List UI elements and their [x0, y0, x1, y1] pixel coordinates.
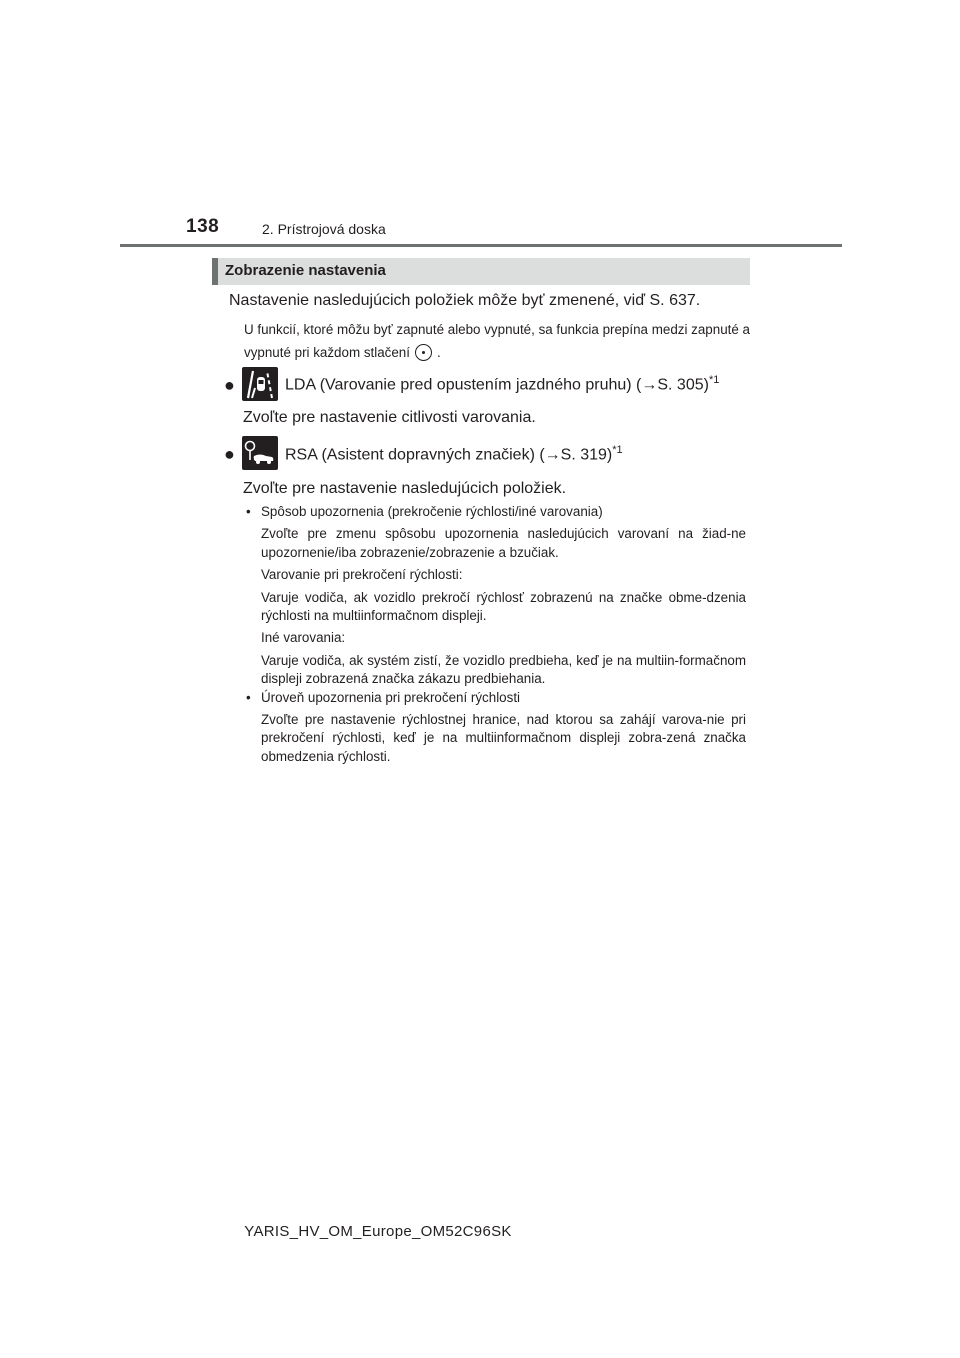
rsa-label: RSA (Asistent dopravných značiek) (: [285, 446, 545, 464]
rsa-description: Zvoľte pre nastavenie nasledujúcich položiek.: [243, 480, 567, 497]
lda-lane-icon: [242, 367, 278, 401]
footnote-mark: *1: [708, 374, 720, 386]
ok-button-icon: [415, 344, 432, 361]
list-item-title: Úroveň upozornenia pri prekročení rýchlosti: [261, 689, 521, 705]
list-item: [246, 689, 746, 767]
lda-description: Zvoľte pre nastavenie citlivosti varovania.: [243, 409, 536, 426]
ref-arrow: →: [544, 446, 561, 464]
section-header-bar: [212, 258, 218, 285]
list-paragraph: Varuje vodiča, ak vozidlo prekročí rýchlosť zobrazenú na značke obme-dzenia rýchlosti na multiinformačnom displeji.: [261, 589, 746, 624]
rsa-item-label: [285, 444, 623, 464]
item-bullet: ●: [224, 375, 235, 395]
section-header: [212, 258, 750, 285]
list-paragraph: Iné varovania:: [261, 630, 346, 646]
ref-arrow: →: [641, 376, 658, 394]
intro-note-end: .: [436, 345, 441, 360]
footnote-mark: *1: [612, 444, 623, 456]
footer-document-code: YARIS_HV_OM_Europe_OM52C96SK: [244, 1223, 512, 1240]
list-item-title: Spôsob upozornenia (prekročenie rýchlosti/iné varovania): [261, 504, 603, 519]
page-footer: [0, 1223, 960, 1240]
section-title: Zobrazenie nastavenia: [225, 262, 386, 279]
lda-item-label: [285, 374, 719, 394]
chapter-title: 2. Prístrojová doska: [262, 221, 386, 237]
intro-note-text: U funkcií, ktoré môžu byť zapnuté alebo vypnuté, sa funkcia prepína medzi zapnuté a vypnuté pri každom stlačení: [244, 322, 750, 360]
list-paragraph: Zvoľte pre zmenu spôsobu upozornenia nasledujúcich varovaní na žiad-ne upozornenie/iba zobrazenie/zobrazenie a bzučiak.: [261, 526, 746, 560]
list-bullet: •: [246, 689, 251, 705]
lda-page-ref: S. 305): [657, 376, 709, 394]
lda-label: LDA (Varovanie pred opustením jazdného pruhu) (: [285, 376, 642, 394]
list-paragraph: Varovanie pri prekročení rýchlosti:: [261, 567, 463, 583]
item-bullet: ●: [224, 444, 235, 464]
rsa-sign-icon: [242, 436, 278, 470]
list-bullet: •: [246, 504, 251, 519]
rsa-page-ref: S. 319): [560, 446, 613, 464]
header-rule: [120, 244, 842, 247]
list-paragraph: Zvoľte pre nastavenie rýchlostnej hranice, nad ktorou sa zahájí varova-nie pri prekročení rýchlosti, keď je na multiinformačnom displeji zobra-zená značka obmedzenia rýchlosti.: [261, 712, 746, 764]
list-item: [246, 503, 746, 689]
list-paragraph: Varuje vodiča, ak systém zistí, že vozidlo predbieha, keď je na multiin-formačnom displeji zobrazená značka zákazu predbiehania.: [261, 652, 746, 687]
rsa-settings-list: [246, 503, 746, 766]
page-number: 138: [186, 216, 220, 237]
intro-note: [244, 318, 754, 364]
intro-lead: Nastavenie nasledujúcich položiek môže byť zmenené, viď S. 637.: [229, 292, 701, 309]
